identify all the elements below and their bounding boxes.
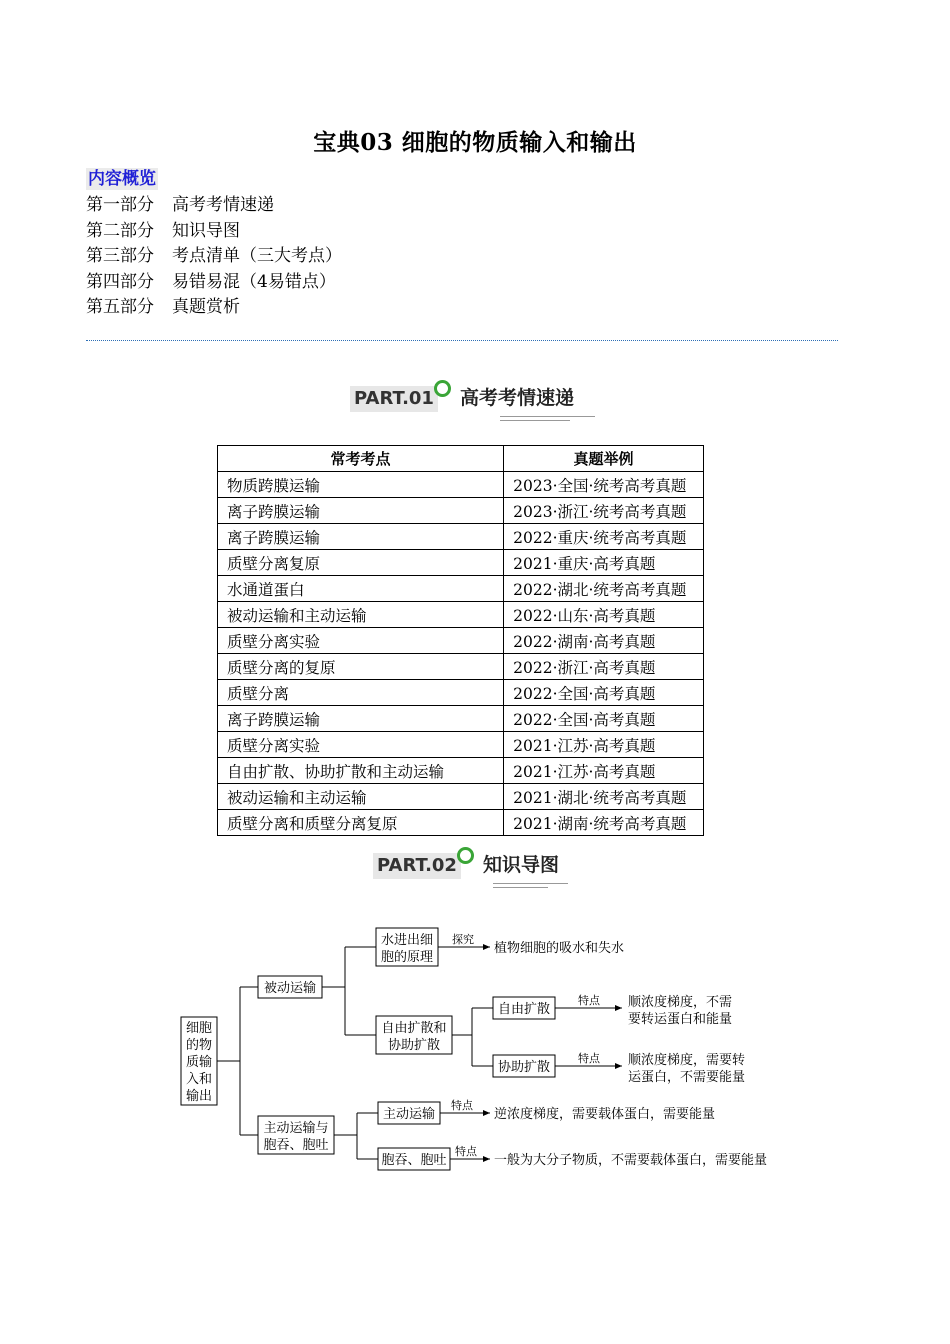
topic-cell: 被动运输和主动运输 <box>218 784 504 810</box>
example-cell: 2022·全国·高考真题 <box>504 706 704 732</box>
active-group-label: 胞吞、胞吐 <box>263 1138 329 1153</box>
example-cell: 2022·湖南·高考真题 <box>504 628 704 654</box>
endo-exo-label: 胞吞、胞吐 <box>381 1153 447 1168</box>
feature-label: 特点 <box>578 994 600 1007</box>
example-cell: 2021·江苏·高考真题 <box>504 758 704 784</box>
topic-cell: 水通道蛋白 <box>218 576 504 602</box>
toc-name: 易错易混（4易错点） <box>172 271 336 292</box>
toc-name: 高考考情速递 <box>172 195 274 215</box>
feature-label: 特点 <box>455 1145 477 1158</box>
column-header: 常考考点 <box>218 446 504 472</box>
free-desc: 要转运蛋白和能量 <box>628 1012 733 1027</box>
topic-cell: 离子跨膜运输 <box>218 706 504 732</box>
root-line: 入和 <box>185 1072 213 1087</box>
topic-cell: 质壁分离实验 <box>218 732 504 758</box>
topic-cell: 自由扩散、协助扩散和主动运输 <box>218 758 504 784</box>
root-line: 输出 <box>185 1089 213 1104</box>
example-cell: 2021·江苏·高考真题 <box>504 732 704 758</box>
example-cell: 2021·湖北·统考高考真题 <box>504 784 704 810</box>
overview-heading: 内容概览 <box>88 169 156 189</box>
example-cell: 2023·浙江·统考高考真题 <box>504 498 704 524</box>
root-line: 的物 <box>185 1038 213 1053</box>
toc-part: 第四部分 <box>86 271 154 292</box>
water-label: 水进出细 <box>380 933 434 948</box>
toc-part: 第二部分 <box>86 220 154 241</box>
toc-name: 真题赏析 <box>172 297 240 317</box>
topic-cell: 质壁分离和质壁分离复原 <box>218 810 504 836</box>
facilitated-diffusion-label: 协助扩散 <box>497 1060 551 1075</box>
toc-name: 考点清单（三大考点） <box>172 246 342 266</box>
active-desc: 逆浓度梯度，需要载体蛋白，需要能量 <box>494 1107 716 1122</box>
example-cell: 2022·全国·高考真题 <box>504 680 704 706</box>
free-diffusion-label: 自由扩散 <box>497 1002 551 1017</box>
free-desc: 顺浓度梯度，不需 <box>628 995 733 1010</box>
diffusion-label: 协助扩散 <box>387 1038 441 1053</box>
endo-desc: 一般为大分子物质，不需要载体蛋白，需要能量 <box>494 1153 768 1168</box>
active-group-label: 主动运输与 <box>263 1121 329 1136</box>
root-line: 质输 <box>185 1055 213 1070</box>
diffusion-label: 自由扩散和 <box>381 1021 447 1036</box>
toc-part: 第五部分 <box>86 297 154 317</box>
part-02-tag: PART.02 <box>373 853 461 879</box>
topic-cell: 被动运输和主动运输 <box>218 602 504 628</box>
topic-cell: 物质跨膜运输 <box>218 472 504 498</box>
topic-cell: 质壁分离复原 <box>218 550 504 576</box>
topic-cell: 质壁分离 <box>218 680 504 706</box>
facilitated-desc: 运蛋白，不需要能量 <box>628 1070 746 1085</box>
feature-label: 特点 <box>451 1099 473 1112</box>
part-01-tag: PART.01 <box>350 386 438 412</box>
example-cell: 2022·重庆·统考高考真题 <box>504 524 704 550</box>
part-01-label: 高考考情速递 <box>460 387 575 409</box>
plant-label: 植物细胞的吸水和失水 <box>494 941 625 956</box>
example-cell: 2022·湖北·统考高考真题 <box>504 576 704 602</box>
explore-label: 探究 <box>452 933 474 946</box>
feature-label: 特点 <box>578 1052 600 1065</box>
active-transport-label: 主动运输 <box>382 1107 436 1122</box>
passive-label: 被动运输 <box>263 981 317 996</box>
example-cell: 2022·山东·高考真题 <box>504 602 704 628</box>
page-title: 宝典03 细胞的物质输入和输出 <box>313 129 637 156</box>
example-cell: 2021·重庆·高考真题 <box>504 550 704 576</box>
facilitated-desc: 顺浓度梯度，需要转 <box>628 1053 746 1068</box>
root-line: 细胞 <box>185 1021 213 1036</box>
example-cell: 2022·浙江·高考真题 <box>504 654 704 680</box>
toc-part: 第一部分 <box>86 195 154 215</box>
toc-part: 第三部分 <box>86 246 154 266</box>
water-label: 胞的原理 <box>380 950 434 965</box>
topic-cell: 质壁分离的复原 <box>218 654 504 680</box>
example-cell: 2021·湖南·统考高考真题 <box>504 810 704 836</box>
topic-cell: 质壁分离实验 <box>218 628 504 654</box>
part-02-label: 知识导图 <box>483 854 560 876</box>
topic-cell: 离子跨膜运输 <box>218 524 504 550</box>
topic-cell: 离子跨膜运输 <box>218 498 504 524</box>
column-header: 真题举例 <box>504 446 704 472</box>
example-cell: 2023·全国·统考高考真题 <box>504 472 704 498</box>
toc-name: 知识导图 <box>172 220 240 241</box>
